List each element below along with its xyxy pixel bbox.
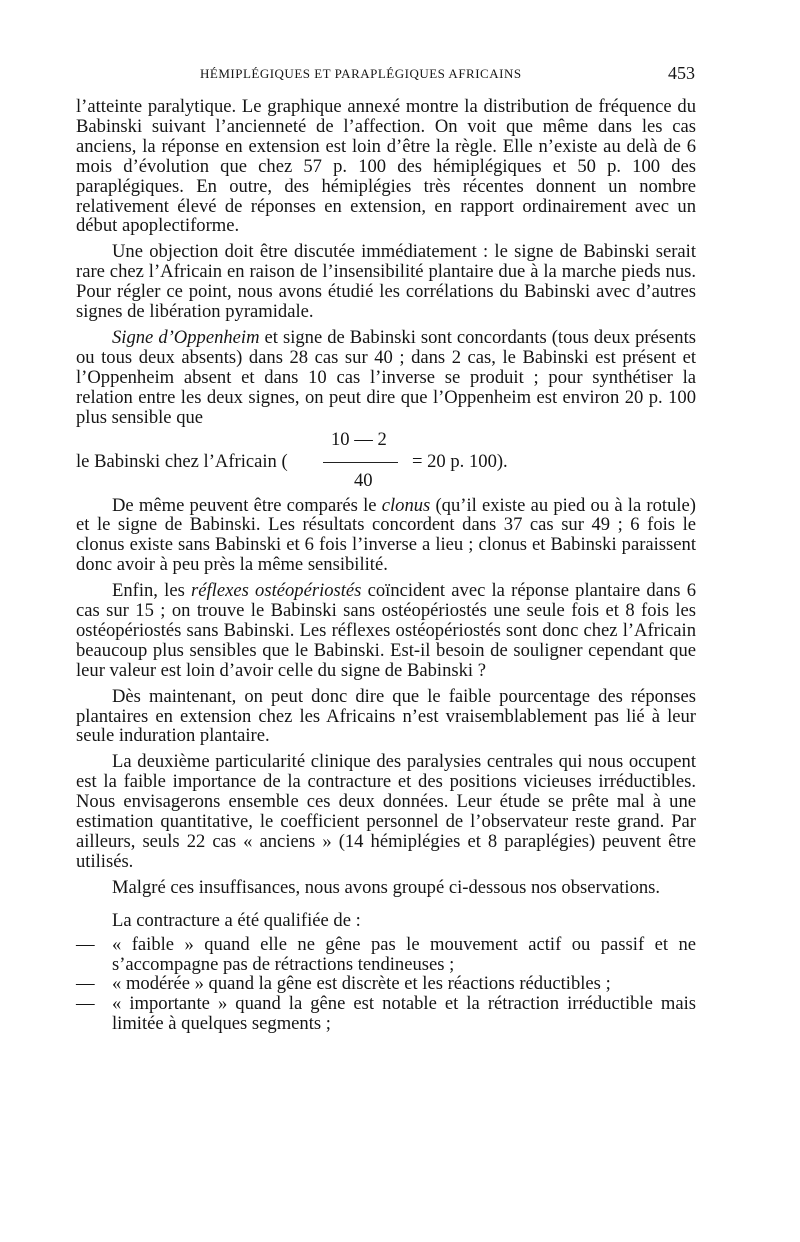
fraction-bar [323,462,398,463]
paragraph-5 [76,581,696,681]
running-head: HÉMIPLÉGIQUES ET PARAPLÉGIQUES AFRICAINS [200,66,522,81]
term-oppenheim: Signe d’Oppenheim [112,326,260,348]
paragraph-4 [76,496,696,576]
paragraph-8: Malgré ces insuffisances, nous avons groupé ci-dessous nos observations. [112,876,661,898]
list-item [76,994,696,1034]
paragraph-3 [76,328,696,428]
paragraph-3-text: et signe de Babinski sont concordants (tous deux présents ou tous deux absents) dans 28 cas sur 40 ; dans 2 cas, le Babinski est présent et l’Oppenheim absent et dans 10 cas l’inverse se produit ; pour synthétiser la relation entre les deux signes, on peut dire que l’Oppenheim est environ 20 p. 100 plus sensible que [76,326,696,428]
paragraph-6: Dès maintenant, on peut donc dire que le faible pourcentage des réponses plantaires en extension chez les Africains n’est vraisemblablement pas lié à leur seule induration plantaire. [76,685,696,747]
contracture-list [76,935,696,1035]
page-number: 453 [668,63,695,83]
formula-result: = 20 p. 100). [412,450,508,472]
body-text [76,97,696,1034]
term-reflexes: réflexes ostéopériostés [191,580,362,602]
paragraph-9: La contracture a été qualifiée de : [112,909,361,931]
formula-lead: le Babinski chez l’Africain ( [76,450,288,472]
page-header [0,63,800,88]
list-item-text: « faible » quand elle ne gêne pas le mouvement actif ou passif et ne s’accompagne pas de rétractions tendineuses ; [112,933,696,975]
formula-numerator: 10 — 2 [331,428,387,450]
paragraph-1: l’atteinte paralytique. Le graphique annexé montre la distribution de fréquence du Babinski suivant l’ancienneté de l’affection. On voit que même dans les cas anciens, la réponse en extension est loin d’être la règle. Elle n’existe au delà de 6 mois d’évolution que chez 57 p. 100 des hémiplégiques et 50 p. 100 des paraplégiques. En outre, des hémiplégies très récentes donnent un nombre relativement élevé de réponses en extension, en rapport ordinairement avec un début apoplectiforme. [76,96,696,237]
list-item-text: « modérée » quand la gêne est discrète et les réactions réductibles ; [112,973,611,995]
paragraph-2: Une objection doit être discutée immédiatement : le signe de Babinski serait rare chez l’Africain en raison de l’insensibilité plantaire due à la marche pieds nus. Pour régler ce point, nous avons étudié les corrélations du Babinski avec d’autres signes de libération pyramidale. [76,241,696,323]
paragraph-5-text: coïncident avec la réponse plantaire dans 6 cas sur 15 ; on trouve le Babinski sans ostéopériostés une seule fois et 8 fois les ostéopériostés sans Babinski. Les réflexes ostéopériostés sont donc chez l’Africain beaucoup plus sensibles que le Babinski. Est-il besoin de souligner cependant que leur valeur est loin d’avoir celle du signe de Babinski ? [76,580,696,681]
paragraph-4-text: (qu’il existe au pied ou à la rotule) et le signe de Babinski. Les résultats concordent dans 37 cas sur 49 ; 6 fois le clonus existe sans Babinski et 6 fois l’inverse a lieu ; clonus et Babinski paraissent donc avoir à peu près la même sensibilité. [76,494,696,576]
list-item [76,935,696,975]
formula-denominator: 40 [354,469,373,491]
paragraph-4-start: De même peuvent être comparés le [112,494,382,516]
list-dash: — [76,993,95,1015]
list-dash: — [76,933,95,955]
term-clonus: clonus [381,494,431,516]
formula-line [76,430,696,490]
paragraph-5-start: Enfin, les [112,580,192,602]
list-item-text: « importante » quand la gêne est notable et la rétraction irréductible mais limitée à quelques segments ; [112,993,696,1035]
paragraph-7: La deuxième particularité clinique des paralysies centrales qui nous occupent est la faible importance de la contracture et des positions vicieuses irréductibles. Nous envisagerons ensemble ces deux données. Leur étude se prête mal à une estimation quantitative, le coefficient personnel de l’observateur reste grand. Par ailleurs, seuls 22 cas « anciens » (14 hémiplégies et 8 paraplégies) peuvent être utilisés. [76,751,696,872]
list-dash: — [76,973,95,995]
list-item [76,974,696,994]
